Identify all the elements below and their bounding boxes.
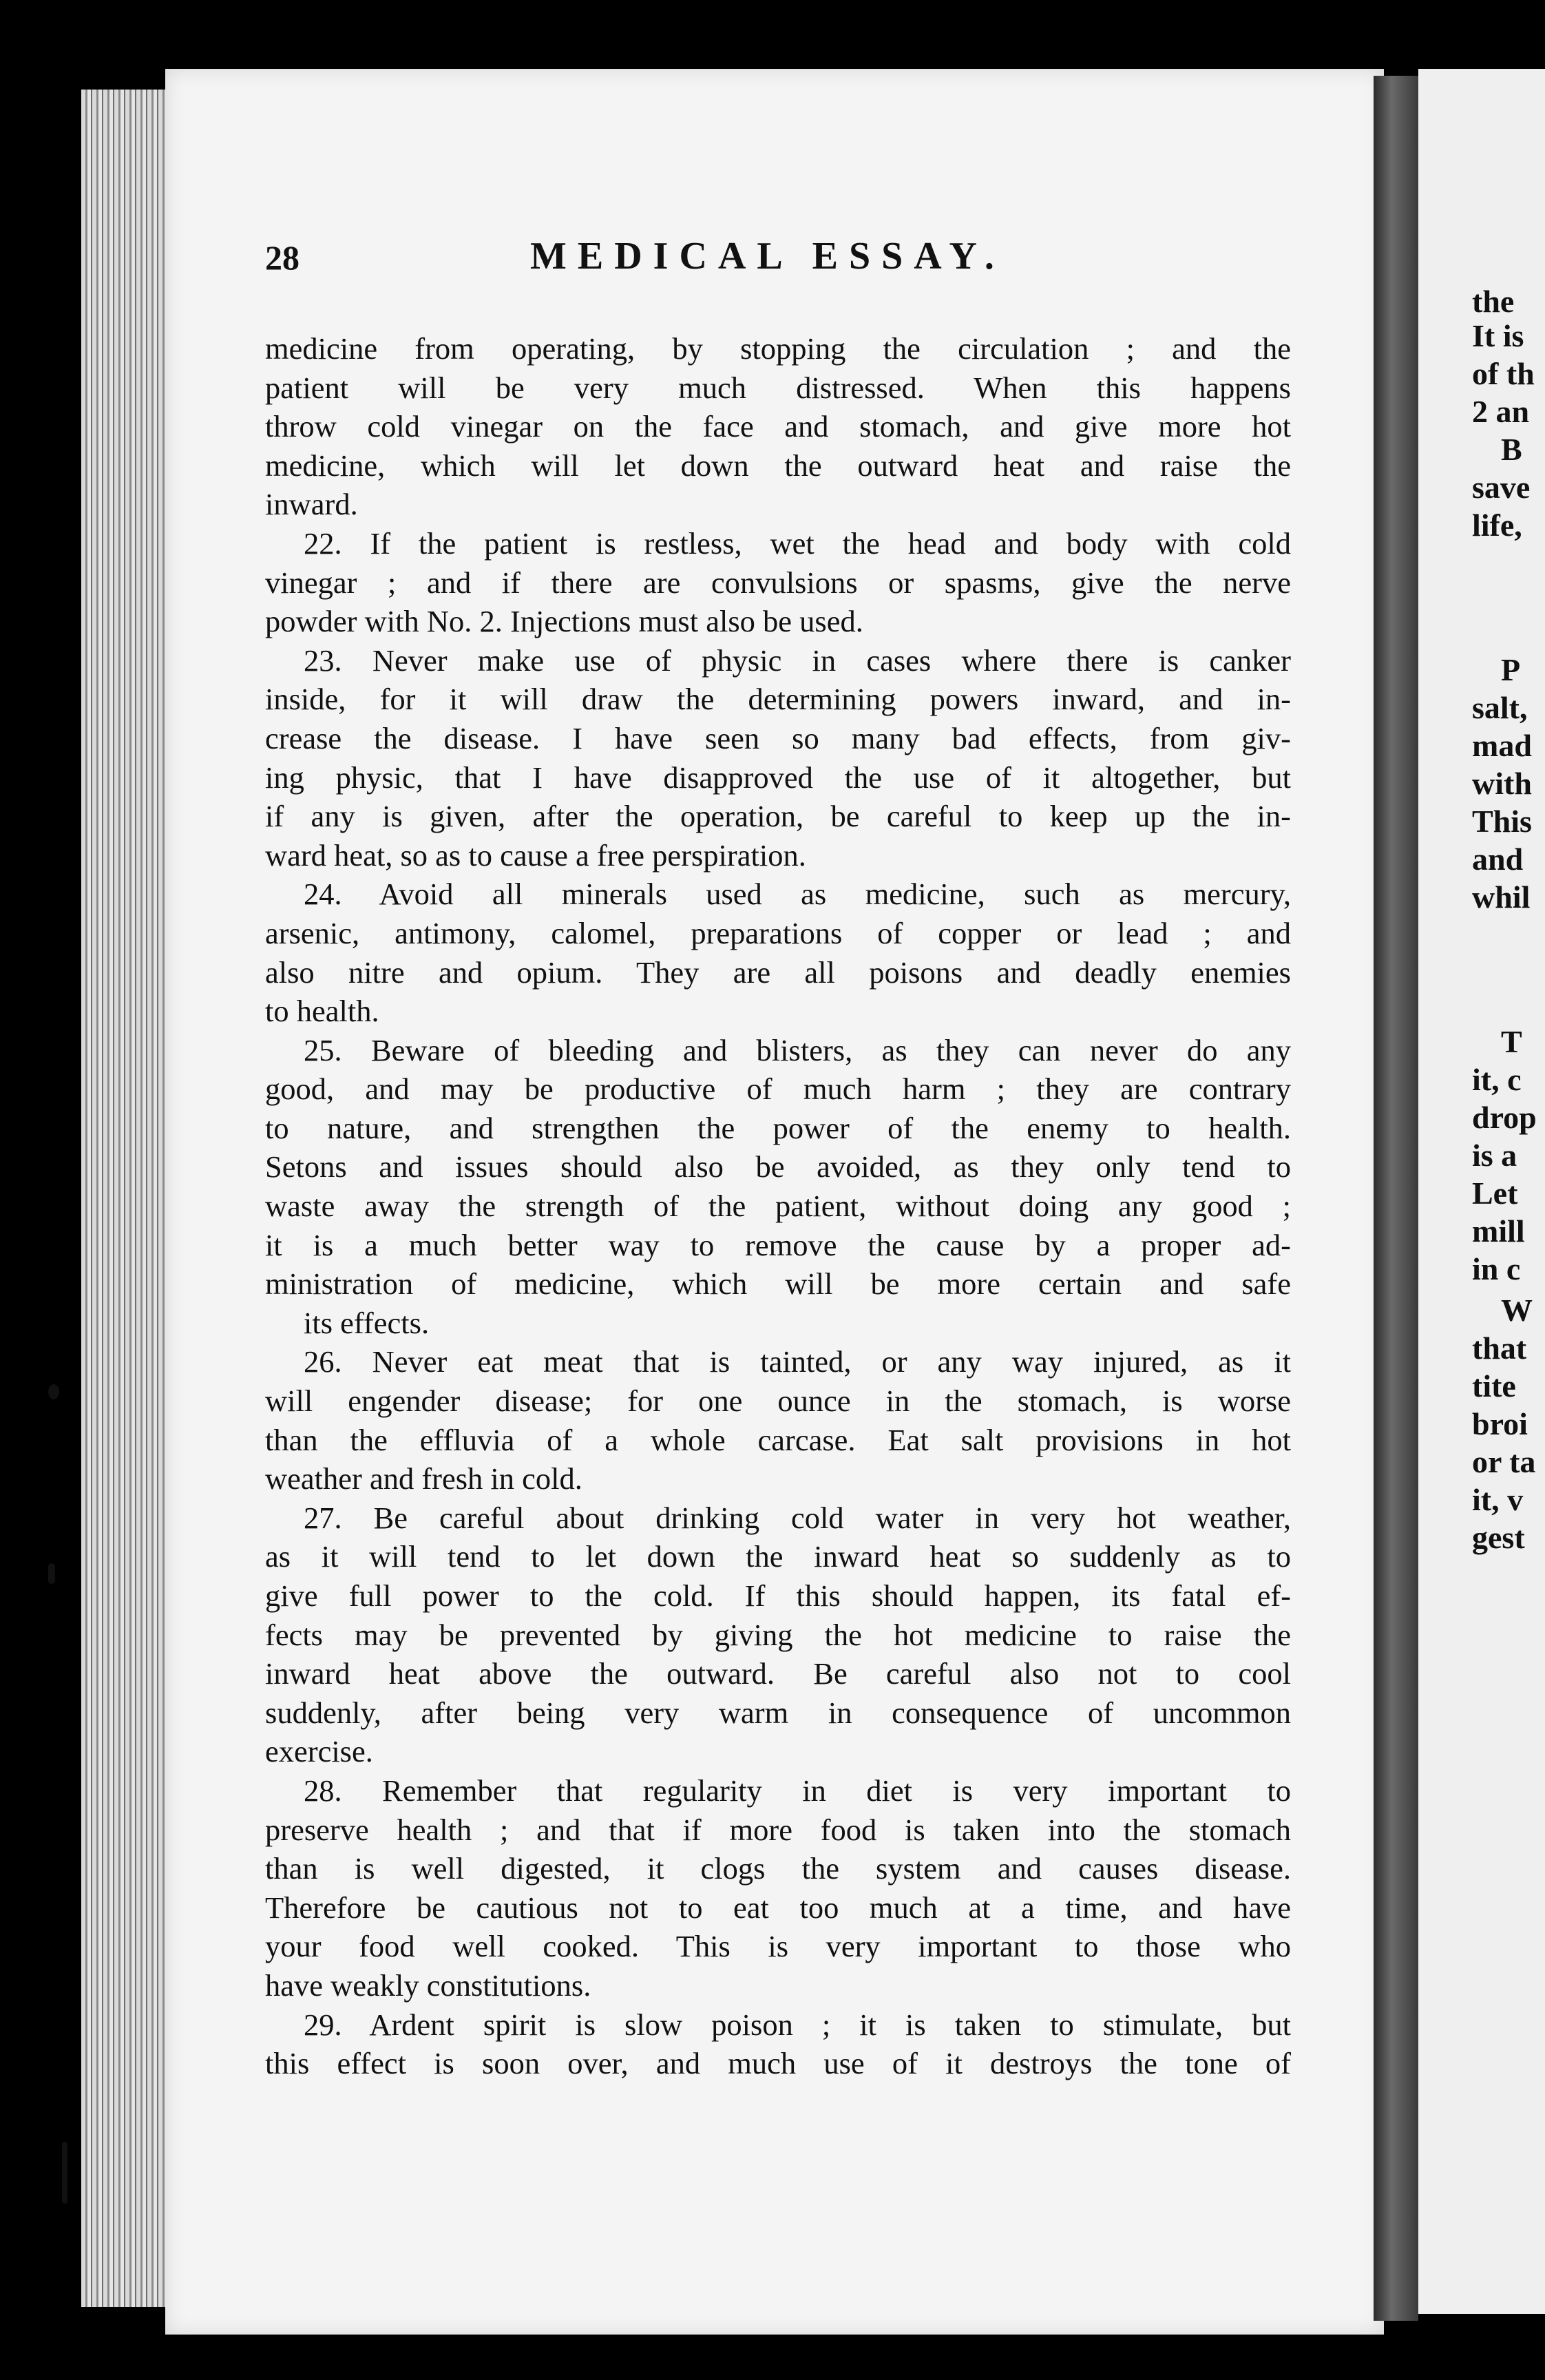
text-line: Therefore be cautious not to eat too much at a time, and have <box>265 1890 1291 1925</box>
page-gutter-shadow <box>1374 76 1418 2321</box>
facing-page-fragment: is a <box>1472 1138 1517 1173</box>
text-line: throw cold vinegar on the face and stomach, and give more hot <box>265 409 1291 444</box>
facing-page-fragment: save <box>1472 470 1531 505</box>
facing-page-fragment: drop <box>1472 1100 1537 1135</box>
text-line: good, and may be productive of much harm ; they are contrary <box>265 1072 1291 1107</box>
text-line: 28. Remember that regularity in diet is very important to <box>304 1773 1291 1808</box>
facing-page-fragment: P <box>1501 652 1521 687</box>
facing-page-fragment: the <box>1472 284 1515 319</box>
facing-page-fragment: T <box>1501 1024 1522 1059</box>
facing-page-fragment: It is <box>1472 318 1524 353</box>
text-line: arsenic, antimony, calomel, preparations of copper or lead ; and <box>265 915 1291 950</box>
text-line: ministration of medicine, which will be more certain and safe <box>265 1266 1291 1302</box>
page-edge-stack <box>81 90 171 2307</box>
text-line: inward. <box>265 487 358 522</box>
text-line: medicine from operating, by stopping the circulation ; and the <box>265 331 1291 366</box>
text-line: 23. Never make use of physic in cases where there is canker <box>304 643 1291 678</box>
text-line: 26. Never eat meat that is tainted, or any way injured, as it <box>304 1344 1291 1379</box>
text-line: waste away the strength of the patient, without doing any good ; <box>265 1189 1291 1224</box>
margin-speck <box>48 1563 55 1584</box>
text-line: crease the disease. I have seen so many bad effects, from giv- <box>265 720 1291 755</box>
facing-page-fragment: it, v <box>1472 1482 1524 1517</box>
text-line: to nature, and strengthen the power of the enemy to health. <box>265 1110 1291 1145</box>
page-body-text <box>265 329 1291 2083</box>
facing-page-fragment: it, c <box>1472 1062 1522 1097</box>
text-line: your food well cooked. This is very important to those who <box>265 1929 1291 1964</box>
text-line: fects may be prevented by giving the hot medicine to raise the <box>265 1617 1291 1652</box>
facing-page-fragment: gest <box>1472 1520 1525 1555</box>
text-line: inward heat above the outward. Be careful also not to cool <box>265 1656 1291 1691</box>
text-line: it is a much better way to remove the cause by a proper ad- <box>265 1227 1291 1262</box>
text-line: patient will be very much distressed. When this happens <box>265 370 1291 405</box>
text-line: 29. Ardent spirit is slow poison ; it is taken to stimulate, but <box>304 2007 1291 2042</box>
text-line: inside, for it will draw the determining powers inward, and in- <box>265 682 1291 717</box>
facing-page-fragment: mad <box>1472 728 1532 763</box>
text-line: 22. If the patient is restless, wet the head and body with cold <box>304 525 1291 561</box>
margin-speck <box>62 2142 67 2204</box>
text-line: vinegar ; and if there are convulsions or spasms, give the nerve <box>265 565 1291 600</box>
text-line: preserve health ; and that if more food is taken into the stomach <box>265 1812 1291 1847</box>
facing-page-fragment: 2 an <box>1472 394 1530 429</box>
facing-page-fragment: that <box>1472 1330 1527 1366</box>
text-line: will engender disease; for one ounce in the stomach, is worse <box>265 1384 1291 1419</box>
text-line: ing physic, that I have disapproved the use of it altogether, but <box>265 760 1291 795</box>
text-line: suddenly, after being very warm in consequence of uncommon <box>265 1695 1291 1730</box>
text-line: 25. Beware of bleeding and blisters, as they can never do any <box>304 1032 1291 1067</box>
text-line: Setons and issues should also be avoided, as they only tend to <box>265 1149 1291 1184</box>
text-line: give full power to the cold. If this should happen, its fatal ef- <box>265 1578 1291 1613</box>
facing-page-fragment: broi <box>1472 1406 1528 1441</box>
facing-page-fragment: This <box>1472 804 1532 839</box>
page-number: 28 <box>265 238 299 277</box>
margin-speck <box>48 1384 59 1399</box>
text-line: 24. Avoid all minerals used as medicine, such as mercury, <box>304 877 1291 912</box>
text-line: to health. <box>265 994 379 1029</box>
facing-page-fragment: tite <box>1472 1368 1516 1403</box>
facing-page-fragment: Let <box>1472 1176 1518 1211</box>
text-line: medicine, which will let down the outward heat and raise the <box>265 448 1291 483</box>
text-line: its effects. <box>304 1305 430 1340</box>
text-line: also nitre and opium. They are all poisons and deadly enemies <box>265 954 1291 990</box>
text-line: this effect is soon over, and much use of it destroys the tone of <box>265 2046 1291 2081</box>
facing-page-fragment: of th <box>1472 356 1535 391</box>
text-line: than is well digested, it clogs the system and causes disease. <box>265 1851 1291 1886</box>
text-line: if any is given, after the operation, be careful to keep up the in- <box>265 799 1291 834</box>
text-line: exercise. <box>265 1734 373 1769</box>
facing-page-fragment: or ta <box>1472 1444 1536 1479</box>
facing-page-fragment: mill <box>1472 1213 1525 1249</box>
facing-page-fragment: with <box>1472 766 1532 801</box>
facing-page-fragment: whil <box>1472 879 1531 915</box>
running-title: MEDICAL ESSAY. <box>530 235 1005 278</box>
text-line: weather and fresh in cold. <box>265 1461 582 1496</box>
text-line: than the effluvia of a whole carcase. Eat salt provisions in hot <box>265 1422 1291 1457</box>
facing-page-fragment: life, <box>1472 508 1522 543</box>
facing-page-fragment: salt, <box>1472 690 1528 725</box>
facing-page-fragment: B <box>1501 432 1522 467</box>
text-line: powder with No. 2. Injections must also be used. <box>265 604 863 639</box>
facing-page <box>1418 69 1545 2314</box>
text-line: 27. Be careful about drinking cold water in very hot weather, <box>304 1500 1291 1535</box>
text-line: as it will tend to let down the inward heat so suddenly as to <box>265 1539 1291 1574</box>
facing-page-fragment: and <box>1472 842 1524 877</box>
text-line: have weakly constitutions. <box>265 1967 591 2003</box>
facing-page-fragment: in c <box>1472 1251 1521 1286</box>
text-line: ward heat, so as to cause a free perspiration. <box>265 837 806 873</box>
facing-page-fragment: W <box>1501 1293 1533 1328</box>
